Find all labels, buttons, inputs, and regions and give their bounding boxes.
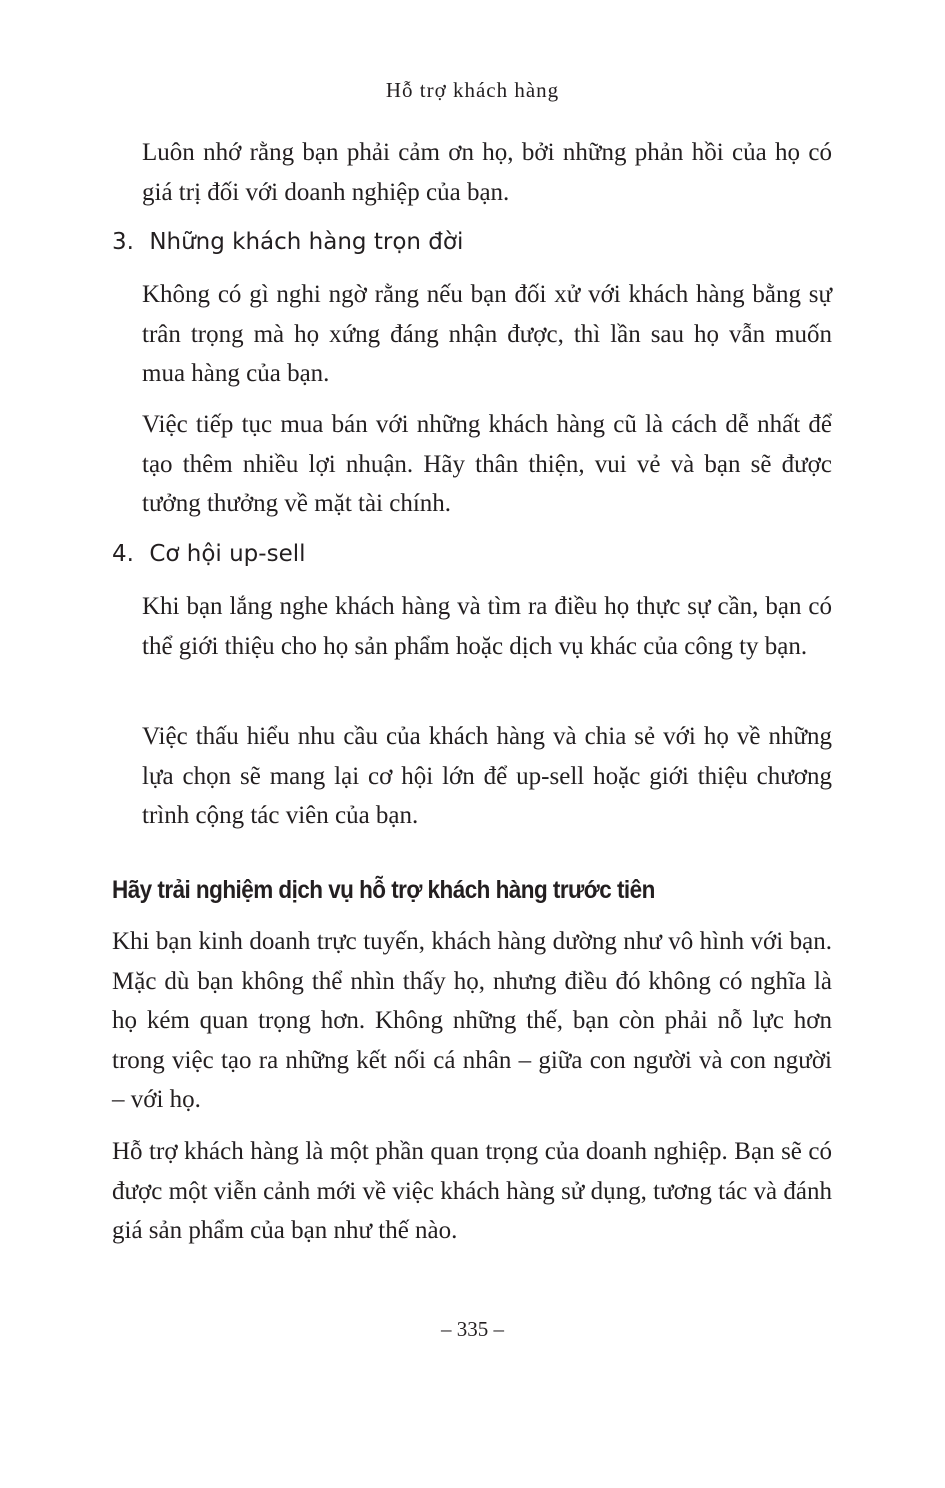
list-item-title: Những khách hàng trọn đời (149, 229, 464, 255)
body-paragraph: Hỗ trợ khách hàng là một phần quan trọng của doanh nghiệp. Bạn sẽ có được một viễn cảnh mới về việc khách hàng sử dụng, tương tác và đánh giá sản phẩm của bạn như thế nào. (112, 1138, 832, 1244)
body-paragraph: Việc thấu hiểu nhu cầu của khách hàng và chia sẻ với họ về những lựa chọn sẽ mang lại cơ hội lớn để up-sell hoặc giới thiệu chương trình cộng tác viên của bạn. (142, 723, 832, 829)
intro-paragraph: Luôn nhớ rằng bạn phải cảm ơn họ, bởi những phản hồi của họ có giá trị đối với doanh nghiệp của bạn. (142, 139, 832, 206)
list-item-heading (112, 226, 832, 258)
list-item-heading (112, 538, 832, 570)
section-heading: Hãy trải nghiệm dịch vụ hỗ trợ khách hàng trước tiên (112, 876, 655, 904)
body-paragraph: Không có gì nghi ngờ rằng nếu bạn đối xử với khách hàng bằng sự trân trọng mà họ xứng đáng nhận được, thì lần sau họ vẫn muốn mua hàng của bạn. (142, 281, 832, 387)
list-item-number: 3. (112, 229, 134, 255)
body-paragraph: Khi bạn kinh doanh trực tuyến, khách hàng dường như vô hình với bạn. Mặc dù bạn không thể nhìn thấy họ, nhưng điều đó không có nghĩa là họ kém quan trọng hơn. Không những thế, bạn còn phải nỗ lực hơn trong việc tạo ra những kết nối cá nhân – giữa con người và con người – với họ. (112, 928, 832, 1113)
running-header: Hỗ trợ khách hàng (385, 78, 560, 102)
body-paragraph: Khi bạn lắng nghe khách hàng và tìm ra điều họ thực sự cần, bạn có thể giới thiệu cho họ sản phẩm hoặc dịch vụ khác của công ty bạn. (142, 593, 832, 660)
list-item-title: Cơ hội up-sell (149, 541, 306, 567)
body-paragraph: Việc tiếp tục mua bán với những khách hàng cũ là cách dễ nhất để tạo thêm nhiều lợi nhuận. Hãy thân thiện, vui vẻ và bạn sẽ được tưởng thưởng về mặt tài chính. (142, 411, 832, 517)
list-item-number: 4. (112, 541, 134, 567)
page-number: – 335 – (441, 1317, 504, 1341)
